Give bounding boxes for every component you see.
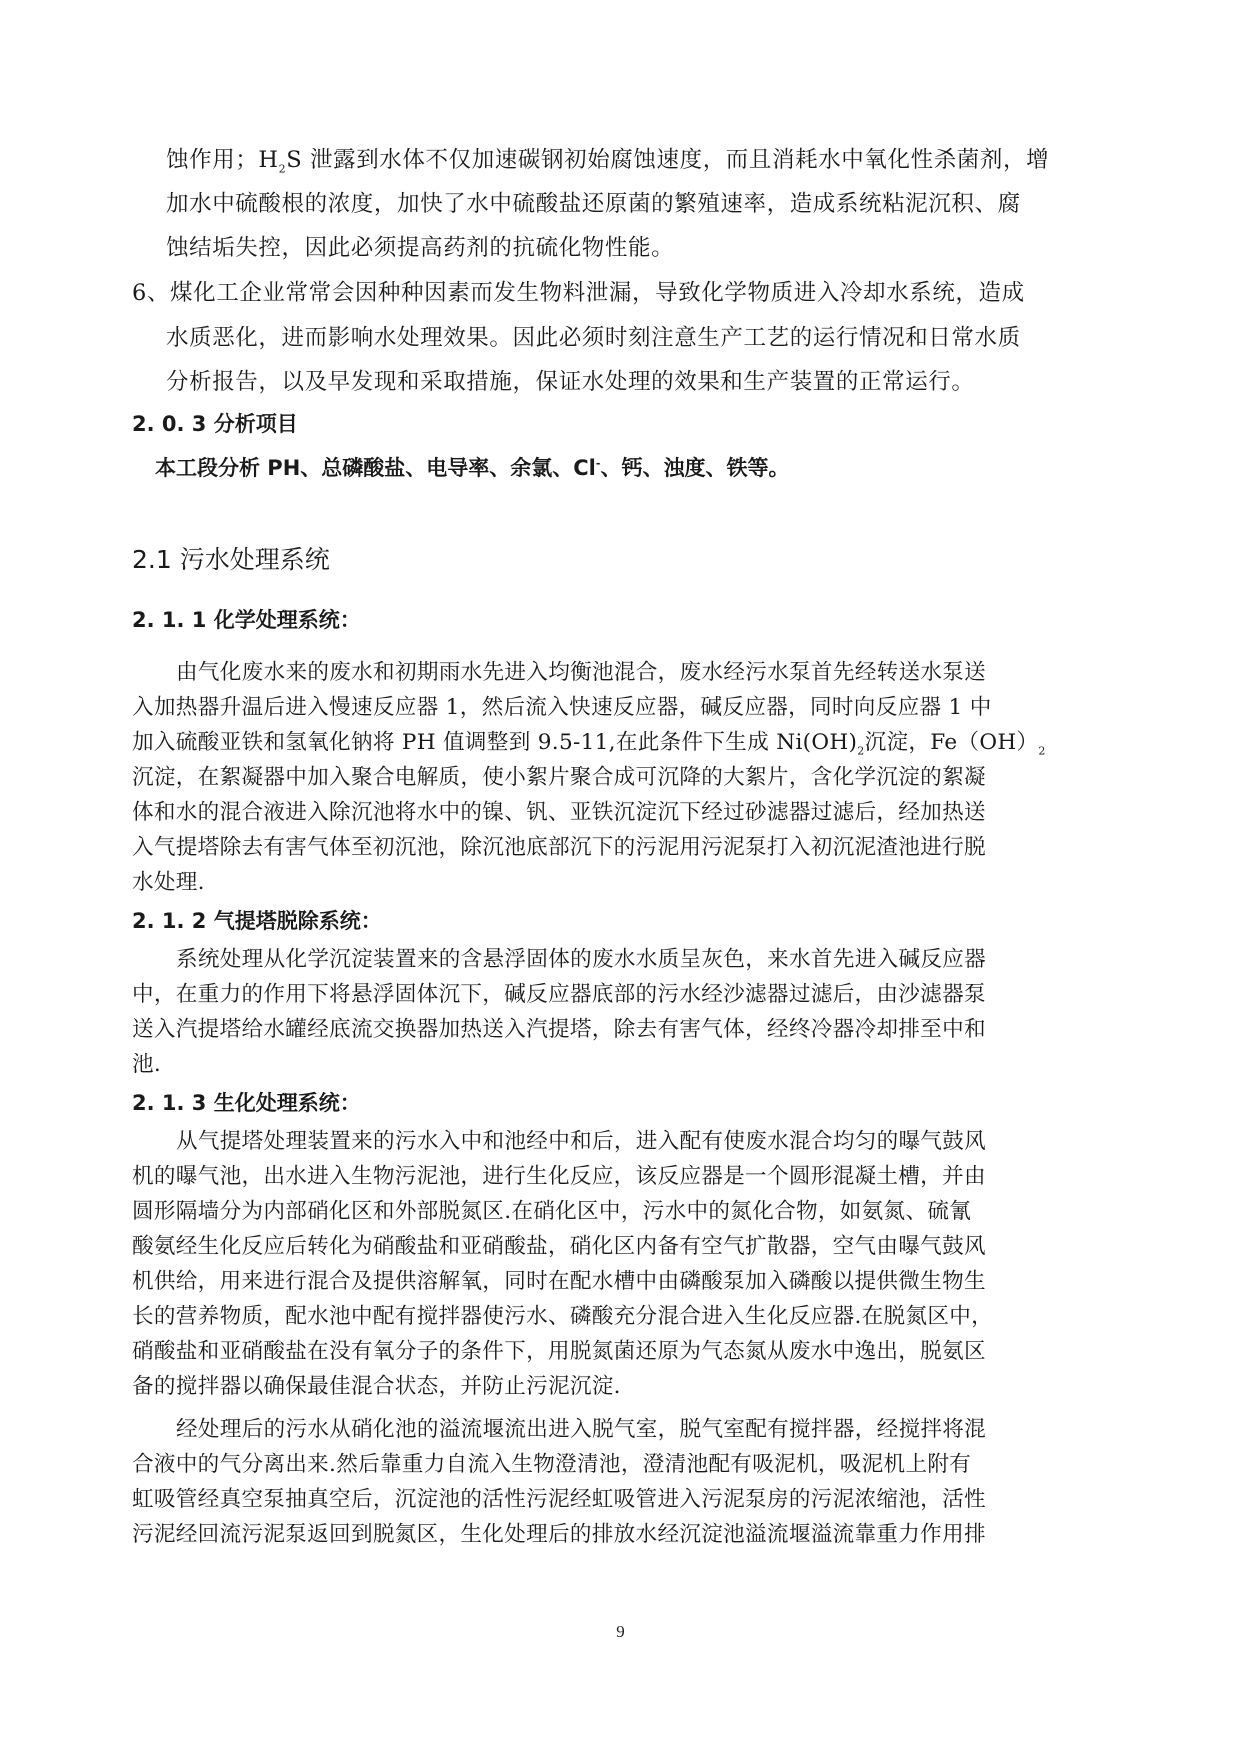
s213-p1-line-3: 圆形隔墙分为内部硝化区和外部脱氮区.在硝化区中，污水中的氮化合物，如氨氮、硫氰	[132, 1199, 972, 1224]
s213-p1-line-6: 长的营养物质，配水池中配有搅拌器使污水、磷酸充分混合进入生化反应器.在脱氮区中，	[132, 1304, 994, 1329]
section-2-0-3-heading: 2. 0. 3 分析项目	[132, 412, 298, 436]
s213-p1-line-1: 从气提塔处理装置来的污水入中和池经中和后，进入配有使废水混合均匀的曝气鼓风	[176, 1129, 987, 1154]
intro-line-1: 蚀作用；$H_2S$ 泄露到水体不仅加速碳钢初始腐蚀速度，而且消耗水中氧化性杀菌剂，增	[166, 147, 1050, 176]
s213-p2-line-1: 经处理后的污水从硝化池的溢流堰流出进入脱气室，脱气室配有搅拌器，经搅拌将混	[176, 1417, 987, 1442]
s211-line-2: 入加热器升温后进入慢速反应器 1，然后流入快速反应器，碱反应器，同时向反应器 1 中	[132, 695, 992, 720]
s211-line-4: 沉淀，在絮凝器中加入聚合电解质，使小絮片聚合成可沉降的大絮片，含化学沉淀的絮凝	[132, 765, 986, 790]
s213-p1-line-7: 硝酸盐和亚硝酸盐在没有氧分子的条件下，用脱氮菌还原为气态氮从废水中逸出，脱氨区	[132, 1339, 986, 1364]
s211-line-1: 由气化废水来的废水和初期雨水先进入均衡池混合，废水经污水泵首先经转送水泵送	[176, 660, 987, 685]
intro-line-3: 蚀结垢失控，因此必须提高药剂的抗硫化物性能。	[166, 235, 675, 261]
item6-line-2: 水质恶化，进而影响水处理效果。因此必须时刻注意生产工艺的运行情况和日常水质	[166, 325, 1021, 351]
s211-line-7: 水处理.	[132, 870, 205, 895]
s211-line-3: 加入硫酸亚铁和氢氧化钠将 PH 值调整到 9.5-11,在此条件下生成 $Ni(OH)_2$沉淀，$Fe(OH)_2$	[132, 730, 1046, 758]
section-2-1-2-heading: 2. 1. 2 气提塔脱除系统：	[132, 909, 382, 933]
s213-p2-line-4: 污泥经回流污泥泵返回到脱氮区，生化处理后的排放水经沉淀池溢流堰溢流靠重力作用排	[132, 1522, 986, 1547]
section-2-1-1-heading: 2. 1. 1 化学处理系统：	[132, 608, 361, 632]
page-number: 9	[616, 1622, 625, 1641]
analysis-items-text: 本工段分析 PH、总磷酸盐、电导率、余氯、Cl-、钙、浊度、铁等。	[155, 456, 790, 480]
s213-p1-line-4: 酸氨经生化反应后转化为硝酸盐和亚硝酸盐，硝化区内备有空气扩散器，空气由曝气鼓风	[132, 1234, 986, 1259]
section-2-1-heading: 2.1 污水处理系统	[132, 545, 330, 574]
s213-p1-line-2: 机的曝气池，出水进入生物污泥池，进行生化反应，该反应器是一个圆形混凝土槽，并由	[132, 1164, 986, 1189]
item6-line-3: 分析报告，以及早发现和采取措施，保证水处理的效果和生产装置的正常运行。	[166, 369, 975, 395]
s212-line-4: 池.	[132, 1052, 162, 1077]
item6-line-1: 6、煤化工企业常常会因种种因素而发生物料泄漏，导致化学物质进入冷却水系统，造成	[132, 280, 1025, 306]
s212-line-3: 送入汽提塔给水罐经底流交换器加热送入汽提塔，除去有害气体，经终冷器冷却排至中和	[132, 1017, 986, 1042]
s213-p2-line-2: 合液中的气分离出来.然后靠重力自流入生物澄清池，澄清池配有吸泥机，吸泥机上附有	[132, 1452, 972, 1477]
intro-line-2: 加水中硫酸根的浓度，加快了水中硫酸盐还原菌的繁殖速率，造成系统粘泥沉积、腐	[166, 191, 1021, 217]
s213-p2-line-3: 虹吸管经真空泵抽真空后，沉淀池的活性污泥经虹吸管进入污泥泵房的污泥浓缩池，活性	[132, 1487, 986, 1512]
s213-p1-line-8: 备的搅拌器以确保最佳混合状态，并防止污泥沉淀.	[132, 1374, 621, 1399]
s213-p1-line-5: 机供给，用来进行混合及提供溶解氧，同时在配水槽中由磷酸泵加入磷酸以提供微生物生	[132, 1269, 986, 1294]
s212-line-2: 中，在重力的作用下将悬浮固体沉下，碱反应器底部的污水经沙滤器过滤后，由沙滤器泵	[132, 982, 986, 1007]
s211-line-5: 体和水的混合液进入除沉池将水中的镍、钒、亚铁沉淀沉下经过砂滤器过滤后，经加热送	[132, 800, 986, 825]
s211-line-6: 入气提塔除去有害气体至初沉池，除沉池底部沉下的污泥用污泥泵打入初沉泥渣池进行脱	[132, 835, 986, 860]
section-2-1-3-heading: 2. 1. 3 生化处理系统：	[132, 1091, 361, 1115]
s212-line-1: 系统处理从化学沉淀装置来的含悬浮固体的废水水质呈灰色，来水首先进入碱反应器	[176, 947, 987, 972]
